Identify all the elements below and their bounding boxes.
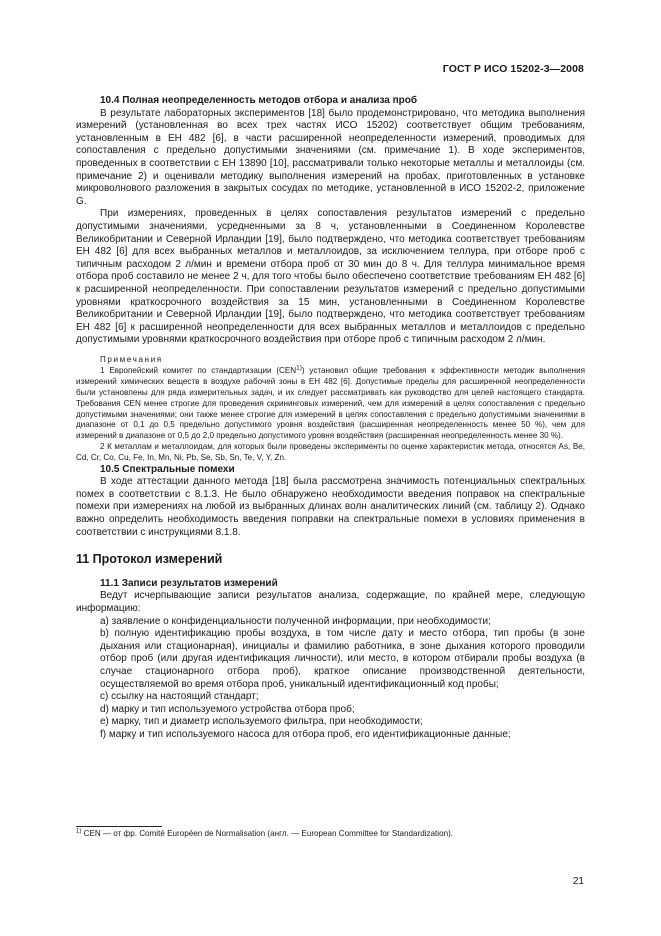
list-item: e) марку, тип и диаметр используемого фильтра, при необходимости; [100,716,423,728]
list-item: f) марку и тип используемого насоса для отбора проб, его идентификационные данные; [100,728,511,740]
heading-10-4: 10.4 Полная неопределенность методов отбора и анализа проб [100,95,418,106]
notes-heading: Примечания [100,354,163,364]
footnote-divider [76,826,162,827]
paragraph-10-5: В ходе аттестации данного метода [18] была рассмотрена значимость потенциальных спектральных помех в соответствии с 8.1.3. Не было обнаружено необходимости введения поправок на спектральные помехи при измерениях на любой из выбранных длинах волн аналитических линий (см. таблицу 2). Однако важно определить необходимость введения поправки на спектральные помехи в условиях применения в соответствии с инструкциями 8.1.8. [76,476,585,538]
list-item: d) марку и тип используемого устройства отбора проб; [100,703,355,715]
note-1-start: 1 Европейский комитет по стандартизации (CEN [100,366,297,376]
paragraph-11-1-intro: Ведут исчерпывающие записи результатов анализа, содержащие, по крайней мере, следующую информацию: [76,590,585,614]
footnote [76,829,585,838]
list-item: c) ссылку на настоящий стандарт; [100,691,259,703]
heading-11-1: 11.1 Записи результатов измерений [100,577,278,589]
note-1-end: ) установил общие требования к эффективности методик выполнения измерений химических веществ в воздухе рабочей зоны в ЕН 482 [6]. Допустимые пределы для расширенной неопределенности были установлены для ряда измерительных задач, и их следует рассматривать как руководство для целей настоящего стандарта. Требования CEN менее строгие для проведения скрининговых измерений, чем для измерений в целях сопоставления с предельно допустимыми значениями; они также менее строгие для измерений в целях сопоставления с предельно допустимыми значениями в диапазоне от 0,1 до 0,5 предельно допустимого уровня воздействия (расширенная неопределенность менее 50 %), чем для измерений в диапазоне от 0,5 до 2,0 предельно допустимого уровня воздействия (расширенная неопределенность менее 30 %). [76,366,585,441]
standard-header: ГОСТ Р ИСО 15202-3—2008 [442,63,584,75]
document-body [76,95,585,742]
footnote-ref: 1) [296,364,302,372]
page-number: 21 [572,876,584,887]
note-2: 2 К металлам и металлоидам, для которых были проведены эксперименты по оценке характеристик метода, относятся As, Be, Cd, Cr, Co, Cu, Fe, In, Mn, Ni, Pb, Se, Sb, Sn, Te, V, Y, Zn. [76,442,585,462]
paragraph-10-4-1: В результате лабораторных экспериментов [18] было продемонстрировано, что методика выполнения измерений (установленная во всех трех частях ИСО 15202) соответствует общим требованиям, установленным в ЕН 482 [6], в части расширенной неопределенности измерений, проводимых для сопоставления с предельно допустимыми значениями (см. примечание 1). В ходе экспериментов, проведенных в соответствии с ЕН 13890 [10], рассматривали только некоторые металлы и металлоиды (см. примечание 2) и оценивали методику выполнения измерений на пробах, приготовленных в установке микроволнового разложения в закрытых сосудах по методике, установленной в ИСО 15202-2, приложение G. [76,107,585,207]
heading-11: 11 Протокол измерений [76,552,223,567]
paragraph-10-4-2: При измерениях, проведенных в целях сопоставления результатов измерений с предельно допустимыми значениями, усредненными за 8 ч, установленными в Соединенном Королевстве Великобритании и Северной Ирландии [19], было подтверждено, что методика соответствует требованиям ЕН 482 [6] для всех выбранных металлов и металлоидов, за исключением теллура, при отборе проб с типичным расходом 2 л/мин и времени отбора проб от 30 мин до 8 ч. Для теллура минимальное время отбора проб составило не менее 2 ч, для того чтобы было обеспечено соответствие требованиям ЕН 482 [6] к расширенной неопределенности. При сопоставлении результатов измерений с предельно допустимыми уровнями краткосрочного воздействия за 15 мин, установленными в Соединенном Королевстве Великобритании и Северной Ирландии [19], было подтверждено, что методика соответствует требованиям ЕН 482 [6] к расширенной неопределенности для всех выбранных металлов и металлоидов с предельно допустимыми уровнями краткосрочного воздействия при отборе проб с типичным расходом 2 л/мин. [76,208,585,346]
footnote-text: CEN — от фр. Comité Européen de Normalisation (англ. — European Committee for Standardization). [81,829,454,838]
heading-10-5: 10.5 Спектральные помехи [100,463,235,475]
note-1 [76,366,585,442]
list-item: a) заявление о конфиденциальности полученной информации, при необходимости; [100,615,491,627]
footnote-mark: 1) [76,828,82,835]
list-item: b) полную идентификацию пробы воздуха, в том числе дату и место отбора, тип пробы (в зоне дыхания или стационарная), инициалы и фамилию работника, в зоне дыхания которого проводили отбор проб (или другая идентификация личности), или место, в котором отбирали пробы воздуха (в случае стационарного отбора проб), краткое описание производственной деятельности, осуществляемой во время отбора проб, уникальный идентификационный код пробы; [100,628,585,690]
